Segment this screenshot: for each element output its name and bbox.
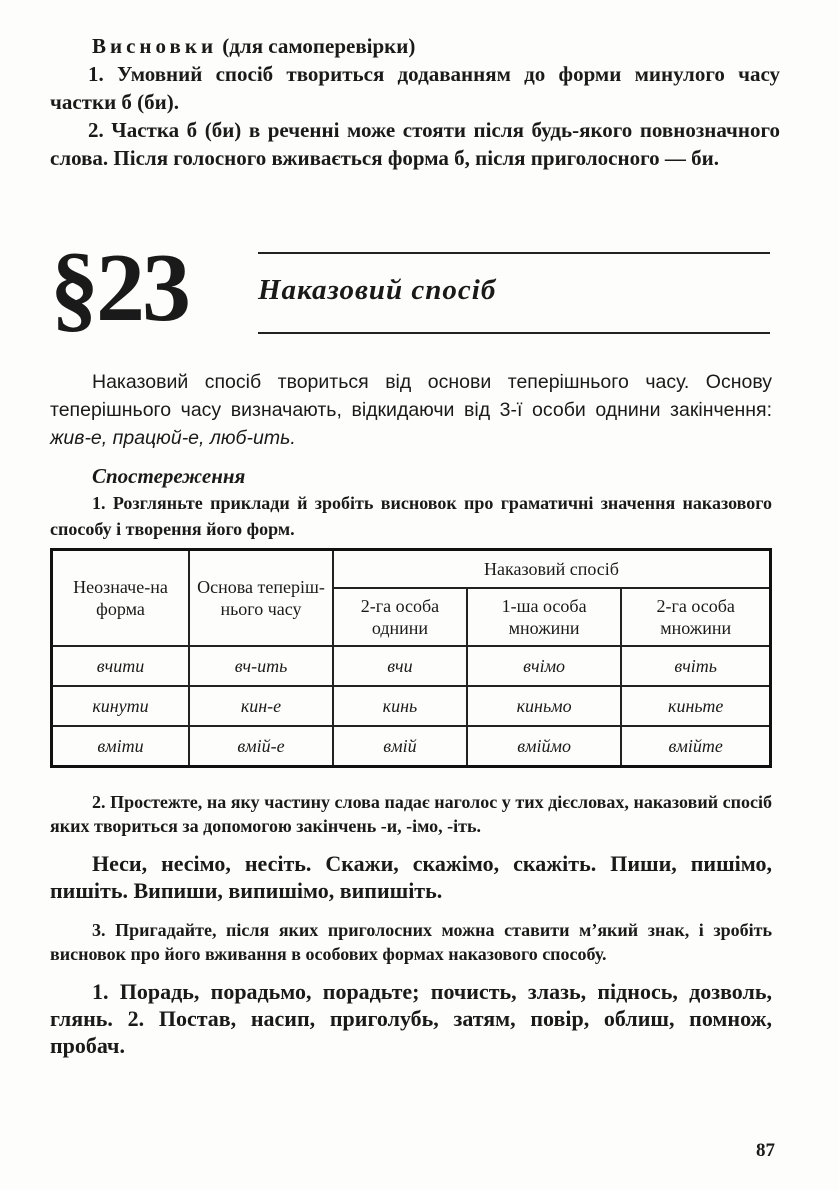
- table-cell: вміймо: [467, 726, 622, 767]
- col-header-stem: Основа теперіш-нього часу: [189, 550, 333, 647]
- section-number: §23: [50, 234, 188, 342]
- table-cell: кинути: [52, 686, 190, 726]
- task-2: 2. Простежте, на яку частину слова падає наголос у тих дієсловах, наказовий спосіб яких твориться за допомогою закінчень -и, -імо, -іть.: [50, 792, 772, 836]
- conclusion-item-1: 1. Умовний спосіб твориться додаванням до форми минулого часу частки б (би).: [50, 62, 780, 114]
- observations-block: [50, 462, 772, 542]
- rule-block: [50, 368, 772, 452]
- table-cell: вчити: [52, 646, 190, 686]
- table-cell: вчи: [333, 646, 467, 686]
- conclusions-heading: Висновки: [92, 34, 218, 58]
- table-cell: вмій: [333, 726, 467, 767]
- table-cell: вчіть: [621, 646, 770, 686]
- rule-examples: жив-е, працюй-е, люб-ить.: [50, 427, 296, 449]
- section-title: Наказовий спосіб: [258, 274, 497, 306]
- col-header-imperative: Наказовий спосіб: [333, 550, 771, 589]
- col-header-2pl: 2-га особа множини: [621, 588, 770, 646]
- section-rule-top: [258, 252, 770, 254]
- rule-text: Наказовий спосіб твориться від основи теперішнього часу. Основу теперішнього часу визначають, відкидаючи від 3-ї особи однини закінчення:: [50, 371, 772, 421]
- table-cell: киньте: [621, 686, 770, 726]
- task-3: 3. Пригадайте, після яких приголосних можна ставити м’який знак, і зробіть висновок про його вживання в особових формах наказового способу.: [50, 920, 772, 964]
- conclusions-block: [50, 32, 780, 172]
- col-header-2sg: 2-га особа однини: [333, 588, 467, 646]
- table-row: [52, 646, 771, 686]
- table-cell: вчімо: [467, 646, 622, 686]
- conclusion-item-2: 2. Частка б (би) в реченні може стояти після будь-якого повнозначного слова. Після голосного вживається форма б, після приголосного — би.: [50, 118, 780, 170]
- task-1: 1. Розгляньте приклади й зробіть висновок про граматичні значення наказового способу і творення його форм.: [50, 493, 772, 539]
- section-rule-bottom: [258, 332, 770, 334]
- table-cell: вч-ить: [189, 646, 333, 686]
- conclusions-heading-note: (для самоперевірки): [222, 34, 416, 58]
- tasks-block: [50, 790, 772, 1059]
- imperative-table: [50, 548, 772, 768]
- task-2-examples: Неси, несімо, несіть. Скажи, скажімо, скажіть. Пиши, пишімо, пишіть. Випиши, випишімо, випишіть.: [50, 851, 772, 903]
- table-row: [52, 686, 771, 726]
- table-cell: кинь: [333, 686, 467, 726]
- table-row: [52, 726, 771, 767]
- task-3-examples: 1. Порадь, порадьмо, порадьте; почисть, злазь, піднось, дозволь, глянь. 2. Постав, насип, приголубь, затям, повір, облиш, помнож, пробач.: [50, 979, 772, 1058]
- table-cell: вмій-е: [189, 726, 333, 767]
- table-cell: киньмо: [467, 686, 622, 726]
- table-cell: вміти: [52, 726, 190, 767]
- col-header-1pl: 1-ша особа множини: [467, 588, 622, 646]
- page-number: 87: [756, 1140, 775, 1161]
- table-cell: вмійте: [621, 726, 770, 767]
- table-cell: кин-е: [189, 686, 333, 726]
- col-header-infinitive: Неозначе-на форма: [52, 550, 190, 647]
- observations-title: Спостереження: [92, 464, 246, 488]
- section-header: [50, 228, 780, 348]
